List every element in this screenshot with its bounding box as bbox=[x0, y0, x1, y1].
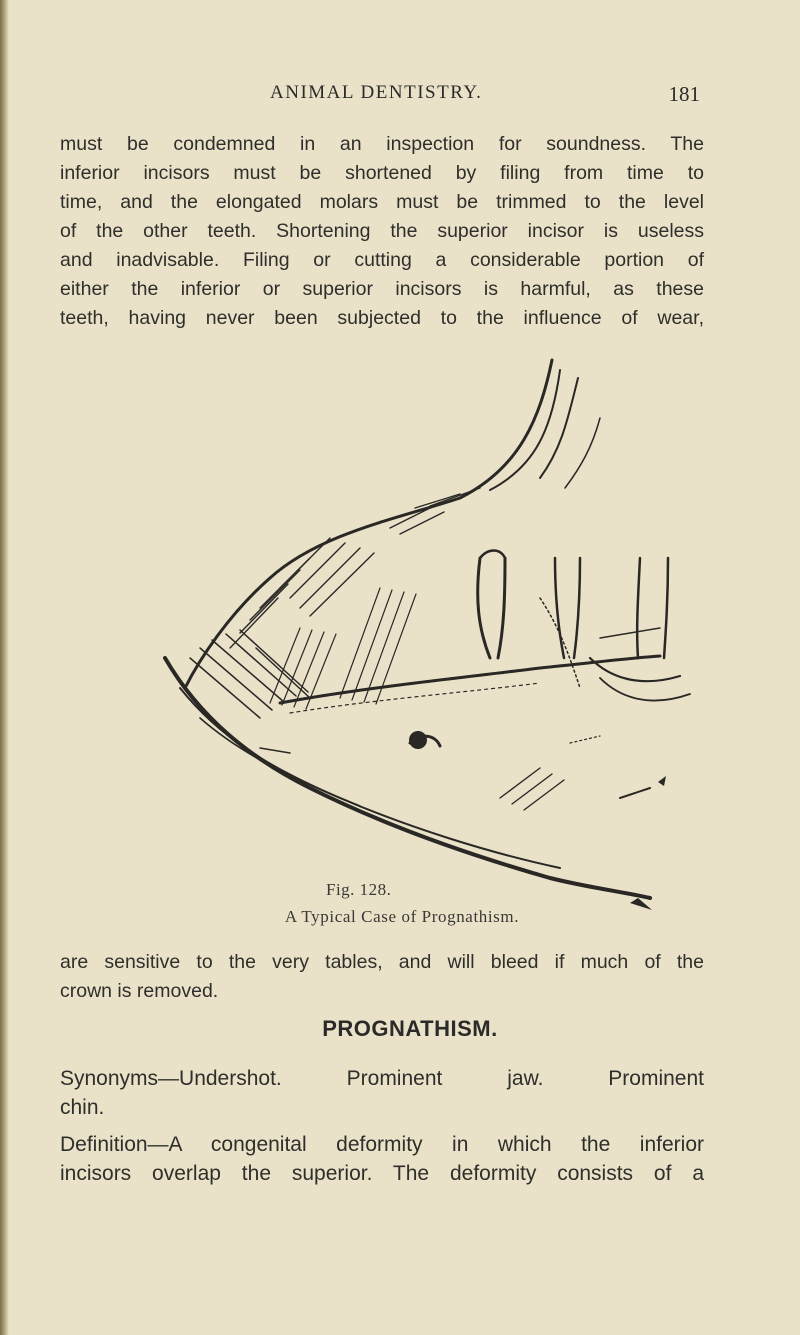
text-line: incisors overlap the superior. The deformity consists of a bbox=[60, 1162, 704, 1185]
text-line: chin. bbox=[60, 1096, 105, 1119]
text-line: are sensitive to the very tables, and will bleed if much of the bbox=[60, 951, 704, 973]
figure-illustration-jaw bbox=[160, 358, 696, 920]
text-line: crown is removed. bbox=[60, 980, 219, 1002]
text-line: must be condemned in an inspection for soundness. The bbox=[60, 133, 704, 155]
figure-caption: A Typical Case of Prognathism. bbox=[284, 907, 520, 926]
jaw-engraving-illustration bbox=[160, 358, 696, 920]
text-line: time, and the elongated molars must be trimmed to the level bbox=[60, 191, 704, 213]
paragraph-bottom bbox=[60, 948, 704, 1006]
text-line: inferior incisors must be shortened by filing from time to bbox=[60, 162, 704, 184]
paragraph-synonyms bbox=[60, 1064, 704, 1122]
text-line: Definition—A congenital deformity in which the inferior bbox=[60, 1133, 704, 1156]
page-number: 181 bbox=[668, 82, 700, 106]
text-line: of the other teeth. Shortening the superior incisor is useless bbox=[60, 220, 704, 242]
running-head bbox=[270, 82, 700, 112]
text-line: either the inferior or superior incisors is harmful, as these bbox=[60, 278, 704, 300]
running-head-title: ANIMAL DENTISTRY. bbox=[270, 82, 483, 103]
text-line: and inadvisable. Filing or cutting a considerable portion of bbox=[60, 249, 704, 271]
paragraph-definition bbox=[60, 1130, 704, 1188]
figure-label: Fig. 128. bbox=[326, 880, 392, 899]
paragraph-top bbox=[60, 130, 704, 333]
text-line: Synonyms—Undershot. Prominent jaw. Prominent bbox=[60, 1067, 704, 1090]
text-line: teeth, having never been subjected to the influence of wear, bbox=[60, 307, 704, 329]
section-heading: PROGNATHISM. bbox=[322, 1016, 498, 1041]
